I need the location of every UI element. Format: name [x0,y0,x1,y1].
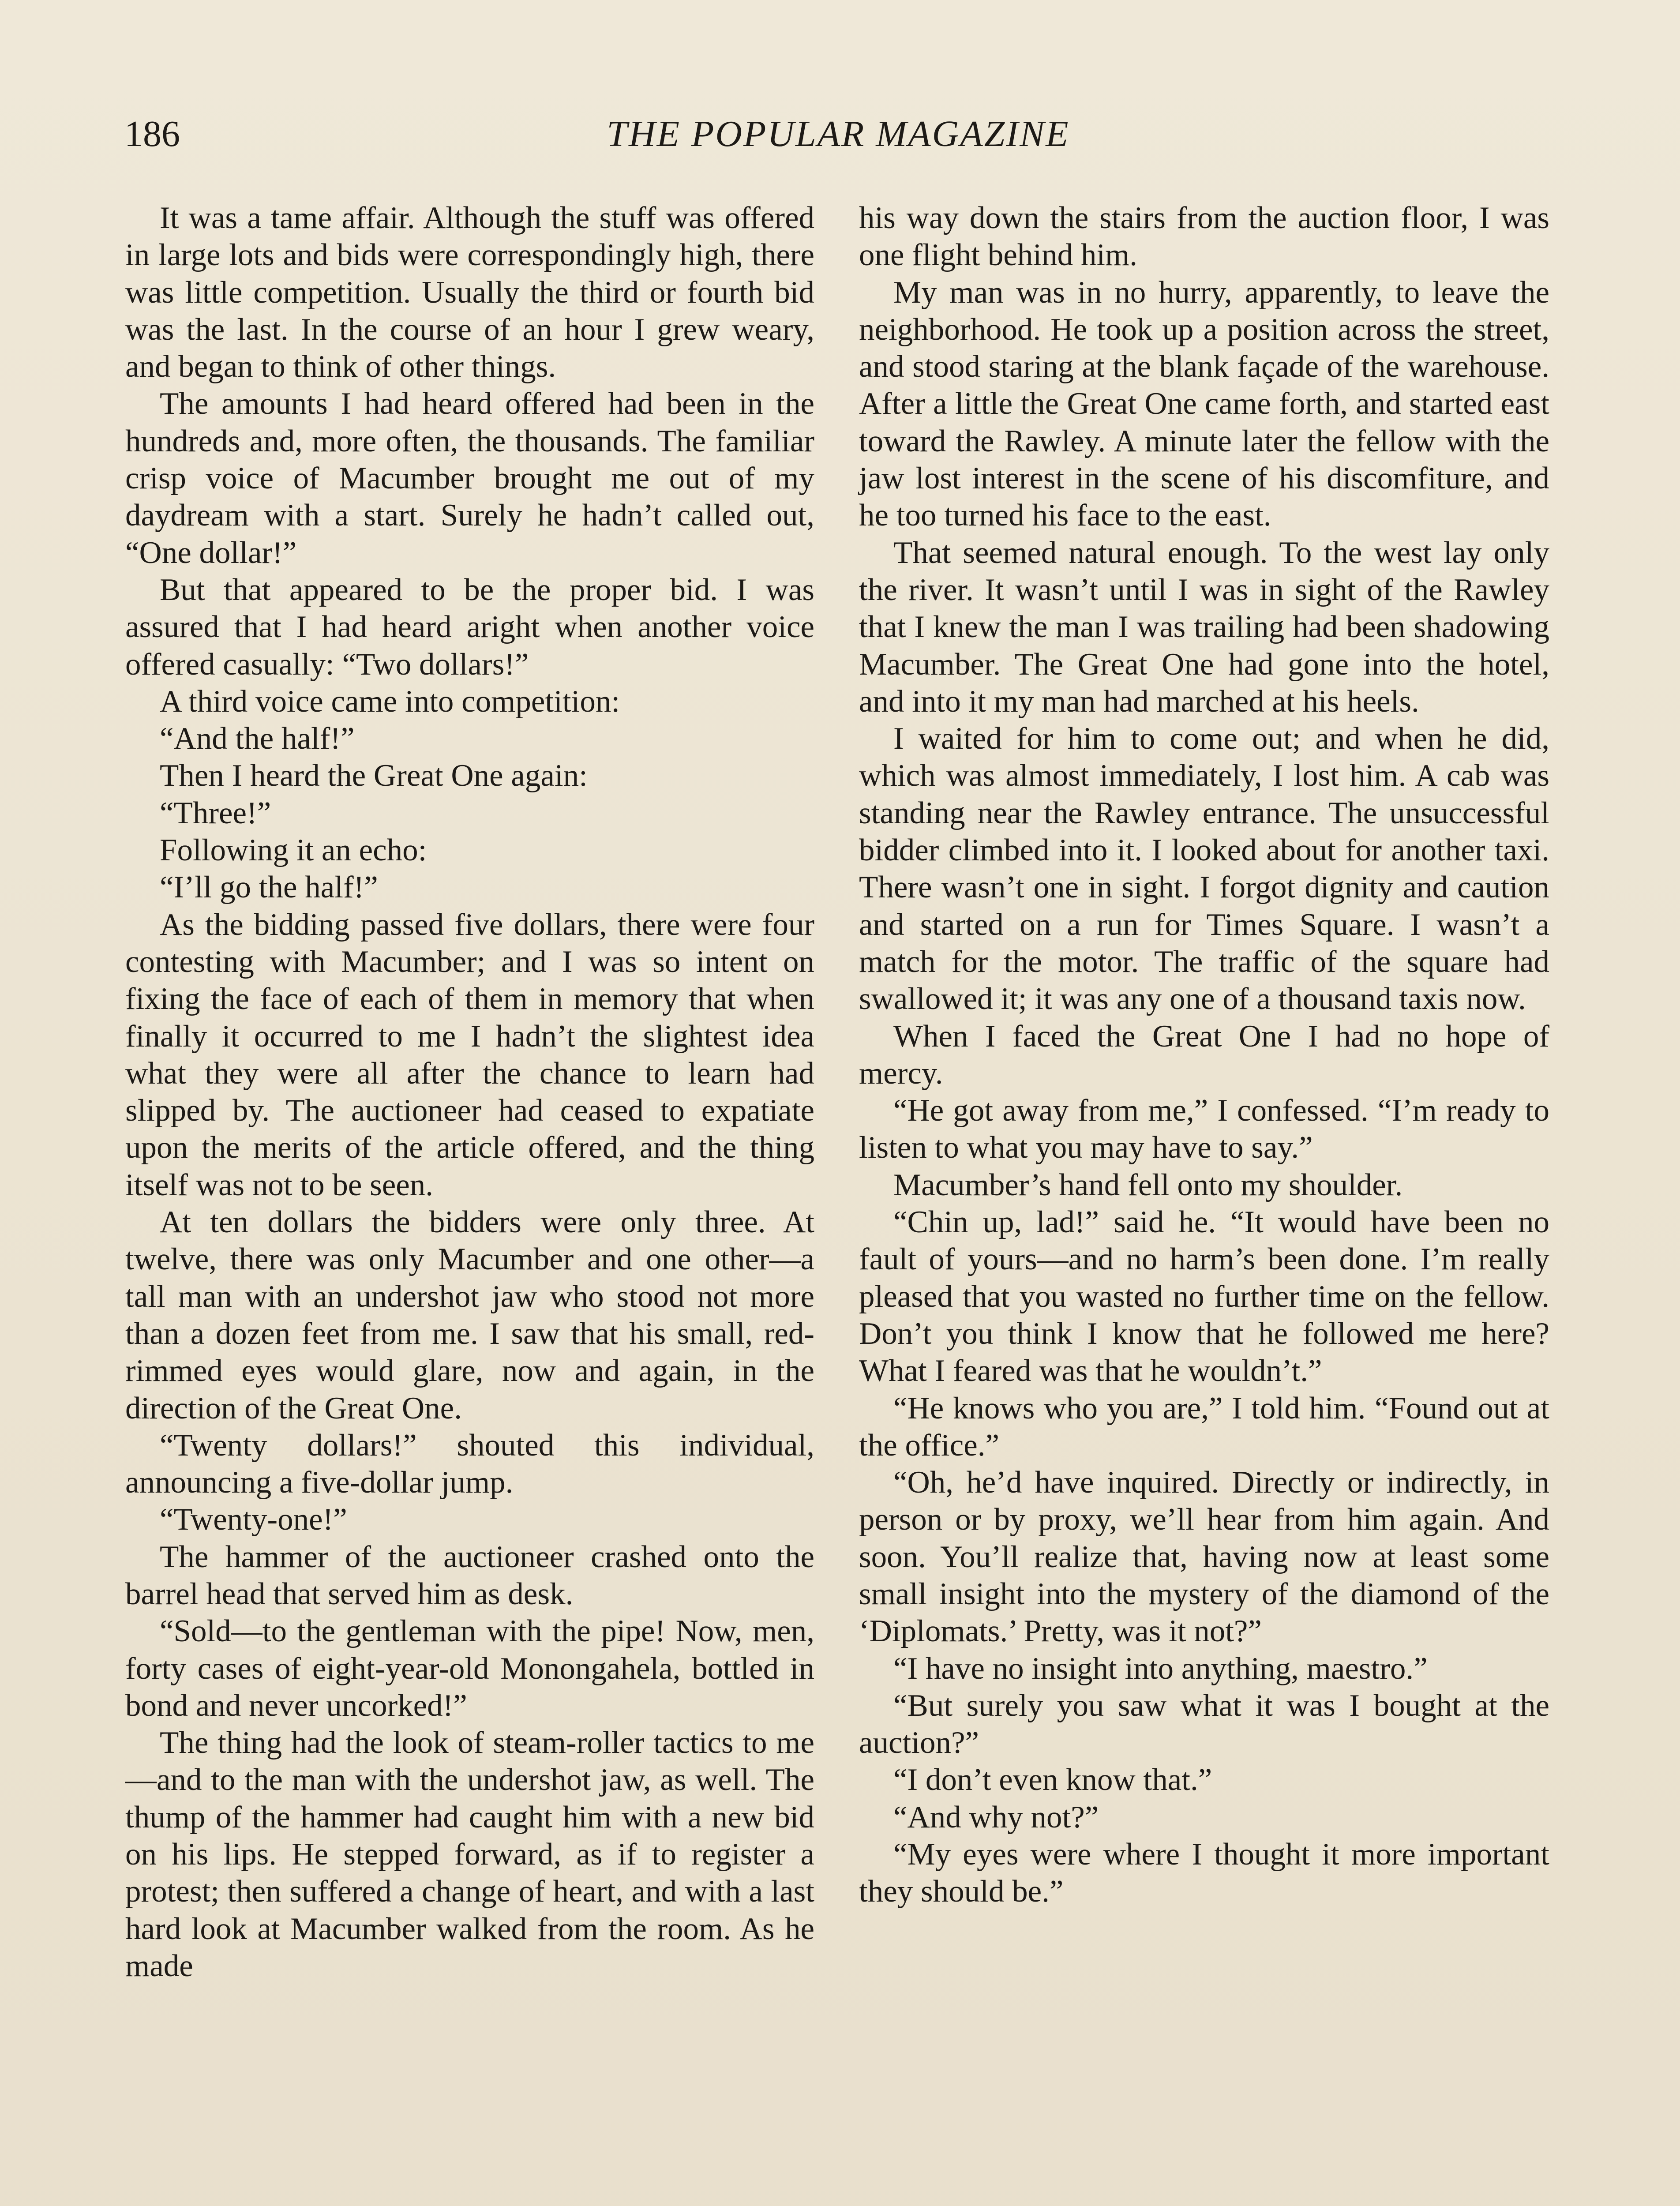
paragraph: The hammer of the auctioneer crashed onto the barrel head that served him as desk. [125,1539,814,1611]
paragraph: “He knows who you are,” I told him. “Found out at the office.” [859,1391,1549,1463]
left-column [125,199,814,1985]
paragraph: Following it an echo: [160,833,427,868]
paragraph: “And the half!” [160,721,355,756]
paragraph: “Twenty dollars!” shouted this individual, announcing a five-dollar jump. [125,1428,814,1500]
paragraph: “Three!” [160,795,271,830]
paragraph: “Sold—to the gentleman with the pipe! Now, men, forty cases of eight-year-old Monongahela, bottled in bond and never uncorked!” [125,1614,814,1723]
paragraph: Then I heard the Great One again: [160,758,588,793]
paragraph: “Chin up, lad!” said he. “It would have been no fault of yours—and no harm’s been done. I’m really pleased that you wasted no further time on the fellow. Don’t you think I know that he followed me here? What I feared was that he wouldn’t.” [859,1205,1549,1388]
paragraph: At ten dollars the bidders were only three. At twelve, there was only Macumber and one other—a tall man with an undershot jaw who stood not more than a dozen feet from me. I saw that his small, red-rimmed eyes would glare, now and again, in the direction of the Great One. [125,1205,814,1426]
paragraph: But that appeared to be the proper bid. I was assured that I had heard aright when another voice offered casually: “Two dollars!” [125,572,814,682]
paragraph: The thing had the look of steam-roller tactics to me—and to the man with the undershot jaw, as well. The thump of the hammer had caught him with a new bid on his lips. He stepped forward, as if to register a protest; then suffered a change of heart, and with a last hard look at Macumber walked from the room. As he made [125,1726,814,1983]
paragraph: The amounts I had heard offered had been in the hundreds and, more often, the thousands. The familiar crisp voice of Macumber brought me out of my daydream with a start. Surely he hadn’t called out, “One dollar!” [125,386,814,570]
paragraph: “I don’t even know that.” [893,1763,1212,1797]
paragraph: That seemed natural enough. To the west lay only the river. It wasn’t until I was in sight of the Rawley that I knew the man I was trailing had been shadowing Macumber. The Great One had gone into the hotel, and into it my man had marched at his heels. [859,535,1549,719]
paragraph: “My eyes were where I thought it more important they should be.” [859,1837,1549,1909]
paragraph: A third voice came into competition: [160,684,620,719]
paragraph: “He got away from me,” I confessed. “I’m ready to listen to what you may have to say.” [859,1093,1549,1165]
paragraph: It was a tame affair. Although the stuff was offered in large lots and bids were correspondingly high, there was little competition. Usually the third or fourth bid was the last. In the course of an hour I grew weary, and began to think of other things. [125,201,814,384]
paragraph: “Oh, he’d have inquired. Directly or indirectly, in person or by proxy, we’ll hear from him again. And soon. You’ll realize that, having now at least some small insight into the mystery of the diamond of the ‘Diplomats.’ Pretty, was it not?” [859,1465,1549,1649]
right-column [859,199,1549,1910]
paragraph: I waited for him to come out; and when he did, which was almost immediately, I lost him. A cab was standing near the Rawley entrance. The unsuccessful bidder climbed into it. I looked about for another taxi. There wasn’t one in sight. I forgot dignity and caution and started on a run for Times Square. I wasn’t a match for the motor. The traffic of the square had swallowed it; it was any one of a thousand taxis now. [859,721,1549,1017]
paragraph: “Twenty-one!” [160,1502,347,1537]
paragraph: “I’ll go the half!” [160,870,378,905]
paragraph: As the bidding passed five dollars, there were four contesting with Macumber; and I was so intent on fixing the face of each of them in memory that when finally it occurred to me I hadn’t the slightest idea what they were all after the chance to learn had slipped by. The auctioneer had ceased to expatiate upon the merits of the article offered, and the thing itself was not to be seen. [125,907,814,1202]
paragraph: “And why not?” [893,1800,1099,1835]
paragraph-continued: his way down the stairs from the auction floor, I was one flight behind him. [859,201,1549,273]
paragraph: Macumber’s hand fell onto my shoulder. [893,1167,1403,1202]
page-number: 186 [124,113,180,154]
running-head: THE POPULAR MAGAZINE [607,113,1070,154]
paragraph: “But surely you saw what it was I bought at the auction?” [859,1688,1549,1760]
paragraph: When I faced the Great One I had no hope of mercy. [859,1019,1549,1091]
paragraph: My man was in no hurry, apparently, to leave the neighborhood. He took up a position across the street, and stood staring at the blank façade of the warehouse. After a little the Great One came forth, and started east toward the Rawley. A minute later the fellow with the jaw lost interest in the scene of his discomfiture, and he too turned his face to the east. [859,275,1549,533]
paragraph: “I have no insight into anything, maestro.” [893,1651,1428,1686]
